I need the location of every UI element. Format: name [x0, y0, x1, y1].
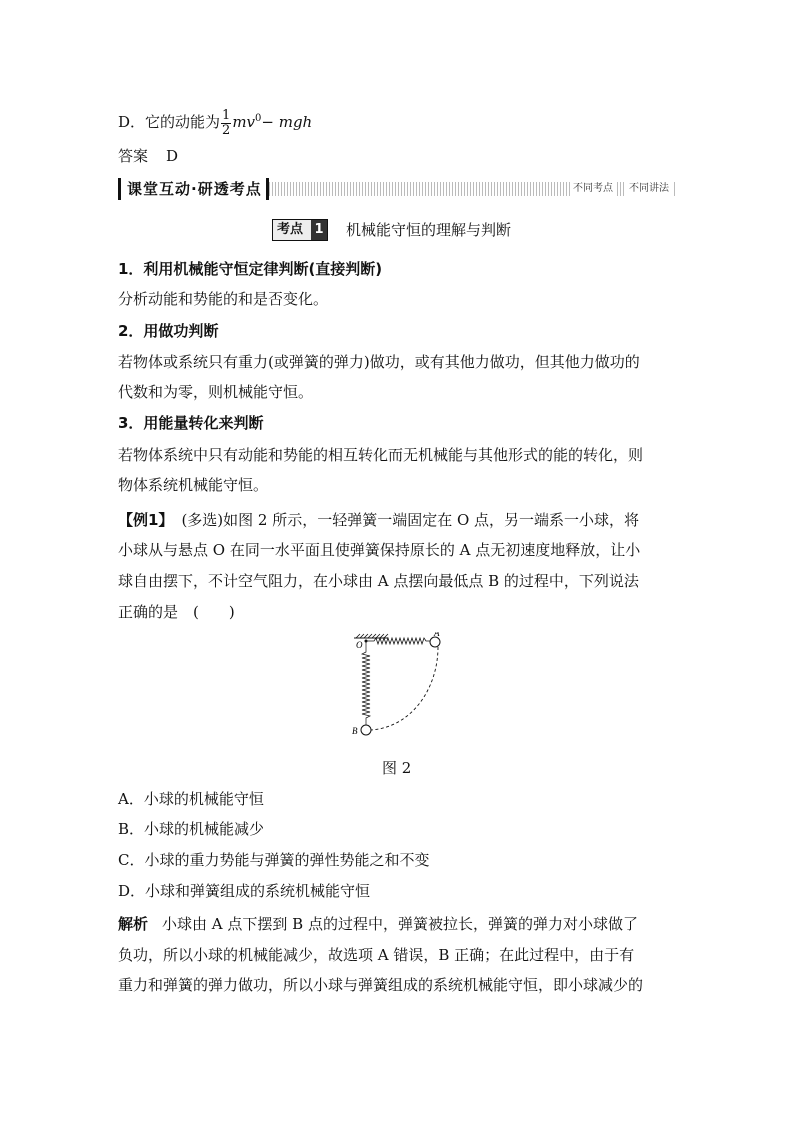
example-line-4: 正确的是 ( ) — [118, 603, 235, 621]
point-2-heading: 2．用做功判断 — [118, 322, 219, 340]
answer-value: D — [166, 147, 179, 165]
kaodian-topic: 机械能守恒的理解与判断 — [346, 221, 512, 239]
label-b: B — [352, 726, 358, 736]
section-banner — [118, 178, 676, 200]
fraction-denominator: 2 — [222, 122, 231, 138]
example-tag: 【例1】 — [118, 511, 174, 529]
vertical-spring — [362, 642, 370, 725]
analysis-line-2: 负功，所以小球的机械能减少，故选项 A 错误，B 正确；在此过程中，由于有 — [118, 946, 635, 964]
figure-caption: 图 2 — [382, 759, 412, 777]
expr-rest: − mgh — [261, 113, 313, 131]
label-a: A — [434, 632, 440, 638]
analysis-text-1: 小球由 A 点下摆到 B 点的过程中，弹簧被拉长，弹簧的弹力对小球做了 — [162, 915, 638, 933]
label-o: O — [356, 640, 363, 650]
expr-mv: mv — [232, 113, 256, 131]
example-line-1 — [118, 510, 639, 530]
fraction — [221, 109, 231, 138]
banner-title: 课堂互动·研透考点 — [118, 178, 269, 200]
fraction-numerator: 1 — [222, 107, 231, 123]
point-1-heading: 1．利用机械能守恒定律判断(直接判断) — [118, 260, 383, 278]
kaodian-number: 1 — [311, 220, 327, 240]
analysis-line-1 — [118, 914, 638, 934]
point-2-body-1: 若物体或系统只有重力(或弹簧的弹力)做功，或有其他力做功，但其他力做功的 — [118, 353, 640, 371]
analysis-line-3: 重力和弹簧的弹力做功，所以小球与弹簧组成的系统机械能守恒，即小球减少的 — [118, 976, 644, 994]
kaodian-label: 考点 — [277, 222, 304, 237]
prev-option-d — [118, 104, 313, 138]
banner-tag-2: 不同讲法 — [626, 181, 672, 197]
point-2-body-2: 代数和为零，则机械能守恒。 — [118, 383, 314, 401]
kaodian-badge — [272, 219, 328, 241]
ball-a — [430, 637, 440, 647]
option-a: A．小球的机械能守恒 — [118, 790, 264, 808]
trajectory-arc — [371, 647, 438, 730]
example-line-2: 小球从与悬点 O 在同一水平面且使弹簧保持原长的 A 点无初速度地释放，让小 — [118, 541, 641, 559]
figure-2 — [348, 632, 448, 742]
option-d: D．小球和弹簧组成的系统机械能守恒 — [118, 882, 371, 900]
point-3-body-1: 若物体系统中只有动能和势能的相互转化而无机械能与其他形式的能的转化，则 — [118, 446, 644, 464]
horizontal-spring — [367, 638, 430, 644]
example-line-3: 球自由摆下，不计空气阻力，在小球由 A 点摆向最低点 B 的过程中，下列说法 — [118, 572, 639, 590]
banner-tag-1: 不同考点 — [570, 181, 616, 197]
ball-b — [361, 725, 371, 735]
prev-option-d-text: D．它的动能为 — [118, 113, 221, 131]
expr-sq: 0 — [255, 113, 262, 124]
example-text-1: (多选)如图 2 所示，一轻弹簧一端固定在 O 点，另一端系一小球，将 — [181, 511, 640, 529]
point-1-body: 分析动能和势能的和是否变化。 — [118, 290, 329, 308]
point-3-body-2: 物体系统机械能守恒。 — [118, 476, 269, 494]
analysis-label: 解析 — [118, 915, 149, 933]
option-b: B．小球的机械能减少 — [118, 820, 265, 838]
point-3-heading: 3．用能量转化来判断 — [118, 414, 264, 432]
answer-label: 答案 — [118, 147, 149, 165]
ceiling-hatch — [356, 634, 388, 638]
answer-line — [118, 146, 178, 166]
option-c: C．小球的重力势能与弹簧的弹性势能之和不变 — [118, 851, 430, 869]
spring-pendulum-diagram — [348, 632, 448, 742]
